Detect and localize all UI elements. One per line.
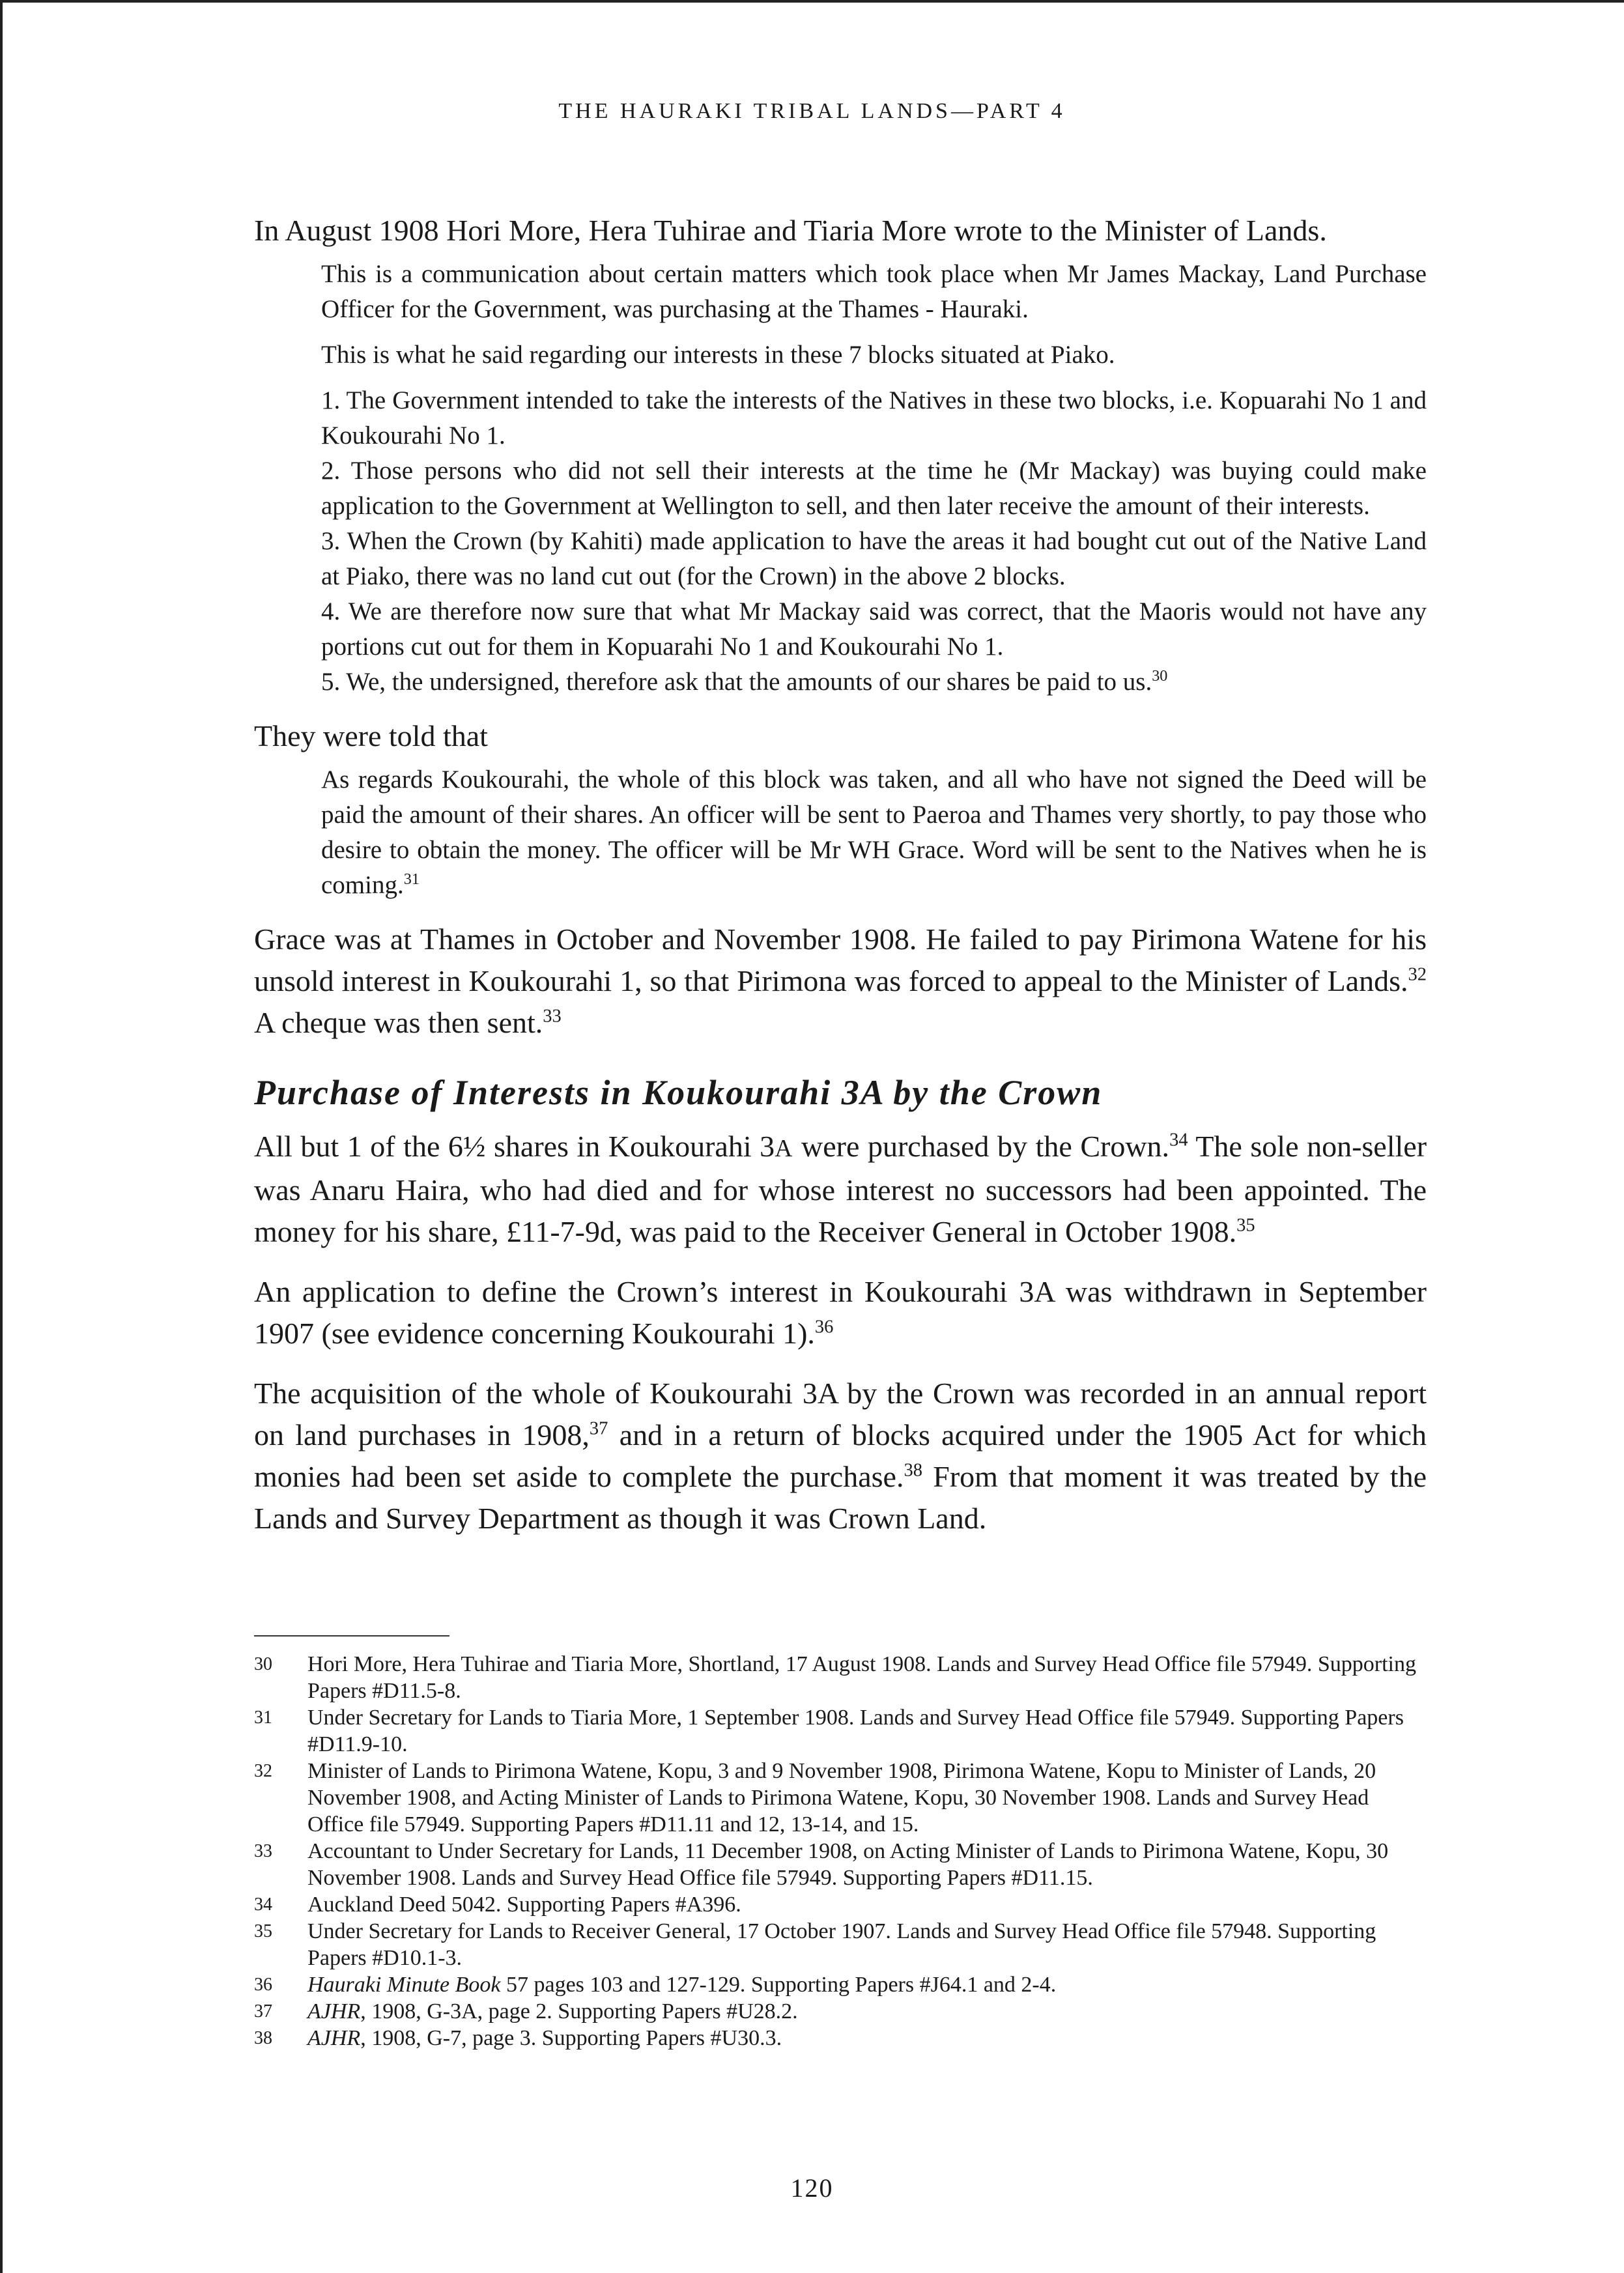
footnote-title: AJHR bbox=[307, 2026, 361, 2050]
list-item bbox=[321, 665, 1427, 700]
footnote-number: 31 bbox=[254, 1708, 272, 1728]
footnote bbox=[254, 1891, 1427, 1918]
footnote-number: 34 bbox=[254, 1894, 272, 1915]
paragraph-text: All but 1 of the 6½ shares in Koukourahi 3 bbox=[254, 1130, 775, 1163]
list-item: 4. We are therefore now sure that what Mr Mackay said was correct, that the Maoris would not have any portions cut out for them in Kopuarahi No 1 and Koukourahi No 1. bbox=[321, 597, 1427, 661]
paragraph-text: and in a return of blocks acquired under the 1905 Act for which monies had been set aside to complete the purchase. bbox=[254, 1418, 1427, 1493]
footnote bbox=[254, 1704, 1427, 1758]
footnote-text: Under Secretary for Lands to Tiaria More, 1 September 1908. Lands and Survey Head Office file 57949. Supporting Papers #D11.9-10. bbox=[307, 1706, 1404, 1756]
footnote-ref: 34 bbox=[1169, 1130, 1188, 1151]
footnote-text: Under Secretary for Lands to Receiver General, 17 October 1907. Lands and Survey Head Office file 57948. Supporting Papers #D10.1-3. bbox=[307, 1919, 1376, 1970]
list-item-text: 5. We, the undersigned, therefore ask that the amounts of our shares be paid to us. bbox=[321, 668, 1152, 696]
footnote-number: 30 bbox=[254, 1654, 272, 1674]
paragraph-text: were purchased by the Crown. bbox=[793, 1130, 1170, 1163]
footnote-text bbox=[307, 2025, 1427, 2051]
quote-paragraph bbox=[321, 762, 1427, 903]
paragraph-text: Grace was at Thames in October and November 1908. He failed to pay Pirimona Watene for his unsold interest in Koukourahi 1, so that Pirimona was forced to appeal to the Minister of Lands. bbox=[254, 922, 1427, 997]
footnote-text: Minister of Lands to Pirimona Watene, Kopu, 3 and 9 November 1908, Pirimona Watene, Kopu to Minister of Lands, 20 November 1908, and Acting Minister of Lands to Pirimona Watene, Kopu, 30 November 1908. Lands and Survey Head Office file 57949. Supporting Papers #D11.11 and 12, 13-14, and 15. bbox=[307, 1759, 1376, 1837]
footnote-ref: 38 bbox=[904, 1460, 922, 1481]
footnote-rule bbox=[254, 1635, 449, 1637]
footnote-title: Hauraki Minute Book bbox=[307, 1973, 501, 1997]
page-edge-left bbox=[0, 0, 3, 2273]
paragraph-text: An application to define the Crown’s interest in Koukourahi 3A was withdrawn in September 1907 (see evidence concerning Koukourahi 1). bbox=[254, 1275, 1427, 1350]
footnote-detail: , 1908, G-3A, page 2. Supporting Papers #U28.2. bbox=[360, 1999, 798, 2023]
numbered-list bbox=[321, 383, 1427, 700]
footnote bbox=[254, 1998, 1427, 2025]
section-heading: Purchase of Interests in Koukourahi 3A by the Crown bbox=[254, 1073, 1103, 1112]
footnotes bbox=[254, 1635, 1427, 2051]
footnote-number: 37 bbox=[254, 2001, 272, 2022]
footnote bbox=[254, 1651, 1427, 1704]
paragraph-text: The acquisition of the whole of Koukourahi 3A by the Crown was recorded in an annual report on land purchases in 1908, bbox=[254, 1377, 1427, 1451]
running-head: THE HAURAKI TRIBAL LANDS—PART 4 bbox=[558, 99, 1066, 123]
footnote-number: 38 bbox=[254, 2028, 272, 2048]
intro-paragraph: In August 1908 Hori More, Hera Tuhirae and Tiaria More wrote to the Minister of Lands. bbox=[254, 214, 1327, 247]
body-text bbox=[254, 210, 1427, 1558]
paragraph-text: From that moment it was treated by the Lands and Survey Department as though it was Crown Land. bbox=[254, 1460, 1427, 1535]
footnote-text: Hori More, Hera Tuhirae and Tiaria More, Shortland, 17 August 1908. Lands and Survey Head Office file 57949. Supporting Papers #D11.5-8. bbox=[307, 1652, 1416, 1703]
footnote-ref: 31 bbox=[403, 870, 420, 888]
block-quote-reply bbox=[321, 762, 1427, 903]
footnote-ref: 35 bbox=[1236, 1215, 1255, 1236]
footnote-title: AJHR bbox=[307, 1999, 361, 2023]
paragraph-text: The sole non-seller was Anaru Haira, who had died and for whose interest no successors had been appointed. The money for his share, £11-7-9d, was paid to the Receiver General in October 1908. bbox=[254, 1130, 1427, 1248]
footnote-text: Auckland Deed 5042. Supporting Papers #A396. bbox=[307, 1893, 741, 1917]
footnote-text bbox=[307, 1998, 1427, 2025]
paragraph-text: A cheque was then sent. bbox=[254, 1006, 543, 1039]
block-quote-letter bbox=[321, 257, 1427, 700]
footnote-number: 32 bbox=[254, 1761, 272, 1781]
grace-paragraph bbox=[254, 919, 1427, 1044]
footnote-detail: 57 pages 103 and 127-129. Supporting Papers #J64.1 and 2-4. bbox=[500, 1973, 1057, 1997]
footnote-ref: 37 bbox=[589, 1418, 608, 1439]
footnote-text bbox=[307, 1971, 1427, 1998]
quote-paragraph: This is what he said regarding our interests in these 7 blocks situated at Piako. bbox=[321, 341, 1115, 369]
list-item: 1. The Government intended to take the interests of the Natives in these two blocks, i.e. Kopuarahi No 1 and Koukourahi No 1. bbox=[321, 386, 1427, 450]
footnote-number: 35 bbox=[254, 1921, 272, 1941]
footnote-number: 33 bbox=[254, 1841, 272, 1861]
footnote bbox=[254, 1838, 1427, 1891]
footnote-detail: , 1908, G-7, page 3. Supporting Papers #U30.3. bbox=[360, 2026, 782, 2050]
footnote-ref: 30 bbox=[1152, 667, 1168, 685]
footnote bbox=[254, 1758, 1427, 1838]
footnote bbox=[254, 1918, 1427, 1971]
allbut-paragraph bbox=[254, 1126, 1427, 1253]
acquisition-paragraph bbox=[254, 1373, 1427, 1539]
footnote-ref: 32 bbox=[1408, 964, 1427, 985]
footnote-number: 36 bbox=[254, 1975, 272, 1995]
small-caps-text: A bbox=[775, 1135, 793, 1162]
footnote-ref: 36 bbox=[814, 1317, 834, 1337]
quote-text: As regards Koukourahi, the whole of this block was taken, and all who have not signed the Deed will be paid the amount of their shares. An officer will be sent to Paeroa and Thames very shortly, to pay those who desire to obtain the money. The officer will be Mr WH Grace. Word will be sent to the Natives when he is coming. bbox=[321, 765, 1427, 899]
footnote bbox=[254, 2025, 1427, 2051]
quote-paragraph: This is a communication about certain matters which took place when Mr James Mackay, Land Purchase Officer for the Government, was purchasing at the Thames - Hauraki. bbox=[321, 260, 1427, 323]
page-number: 120 bbox=[790, 2173, 834, 2203]
footnote-ref: 33 bbox=[543, 1006, 562, 1027]
told-paragraph: They were told that bbox=[254, 719, 488, 752]
list-item: 2. Those persons who did not sell their interests at the time he (Mr Mackay) was buying could make application to the Government at Wellington to sell, and then later receive the amount of their interests. bbox=[321, 457, 1427, 520]
footnote bbox=[254, 1971, 1427, 1998]
footnote-text: Accountant to Under Secretary for Lands, 11 December 1908, on Acting Minister of Lands to Pirimona Watene, Kopu, 30 November 1908. Lands and Survey Head Office file 57949. Supporting Papers #D11.15. bbox=[307, 1839, 1389, 1890]
application-paragraph bbox=[254, 1271, 1427, 1354]
page-edge-top bbox=[0, 0, 1624, 3]
list-item: 3. When the Crown (by Kahiti) made application to have the areas it had bought cut out of the Native Land at Piako, there was no land cut out (for the Crown) in the above 2 blocks. bbox=[321, 527, 1427, 590]
